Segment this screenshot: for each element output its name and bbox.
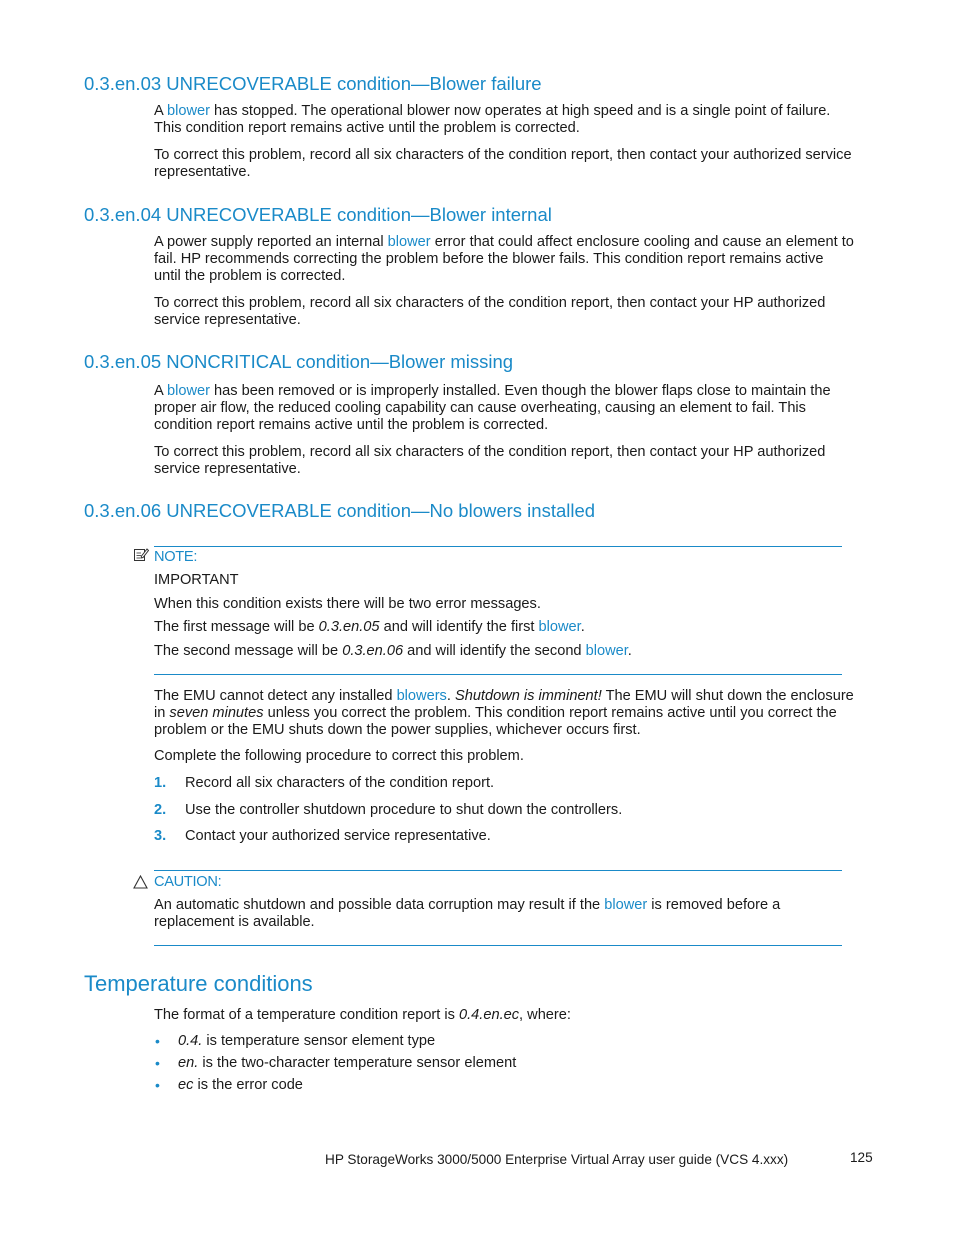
note-line-1: When this condition exists there will be two error messages. <box>154 596 541 612</box>
bullet-dot-icon: • <box>155 1055 160 1071</box>
section-heading-blower-missing: 0.3.en.05 NONCRITICAL condition—Blower missing <box>84 351 514 372</box>
procedure-intro: Complete the following procedure to correct this problem. <box>154 748 524 764</box>
section-heading-temperature-conditions: Temperature conditions <box>84 971 313 996</box>
blower-link[interactable]: blower <box>166 103 210 119</box>
step-number: 2. <box>154 802 167 818</box>
note-bottom-rule <box>154 674 842 675</box>
note-label: NOTE: <box>154 549 198 565</box>
step-number: 1. <box>154 775 167 791</box>
note-important: IMPORTANT <box>154 572 239 588</box>
section-heading-blower-failure: 0.3.en.03 UNRECOVERABLE condition—Blower failure <box>84 73 542 94</box>
note-line-3: The second message will be 0.3.en.06 and will identify the second blower. <box>154 643 632 659</box>
paragraph-blower-failure-description: A blower has stopped. The operational blower now operates at high speed and is a single point of failure. This condition report remains active until the problem is corrected. <box>154 103 831 136</box>
step-text: Contact your authorized service representative. <box>185 828 491 844</box>
note-line-2: The first message will be 0.3.en.05 and will identify the first blower. <box>154 619 585 635</box>
temperature-intro: The format of a temperature condition report is 0.4.en.ec, where: <box>154 1007 571 1023</box>
blower-link[interactable]: blower <box>585 643 628 659</box>
page-number: 125 <box>850 1150 873 1165</box>
caution-text: An automatic shutdown and possible data corruption may result if the blower is removed before a replacement is available. <box>154 897 781 930</box>
paragraph-blower-missing-description: A blower has been removed or is improperly installed. Even though the blower flaps close to maintain the proper air flow, the reduced cooling capability can cause overheating, causing an element to fail. This condition report remains active until the problem is corrected. <box>154 383 831 433</box>
bullet-dot-icon: • <box>155 1077 160 1093</box>
paragraph-blower-failure-action: To correct this problem, record all six characters of the condition report, then contact your authorized service representative. <box>154 147 852 180</box>
paragraph-blower-internal-action: To correct this problem, record all six characters of the condition report, then contact your HP authorized service representative. <box>154 295 826 328</box>
note-pencil-icon <box>133 546 149 562</box>
list-item: ec is the error code <box>178 1077 303 1093</box>
caution-bottom-rule <box>154 945 842 946</box>
bullet-dot-icon: • <box>155 1033 160 1049</box>
caution-label: CAUTION: <box>154 874 222 890</box>
blower-link[interactable]: blower <box>387 234 431 250</box>
note-top-rule <box>154 546 842 547</box>
list-item: 0.4. is temperature sensor element type <box>178 1033 436 1049</box>
list-item: en. is the two-character temperature sensor element <box>178 1055 517 1071</box>
blower-link[interactable]: blower <box>166 383 210 399</box>
step-number: 3. <box>154 828 167 844</box>
step-text: Use the controller shutdown procedure to shut down the controllers. <box>185 802 623 818</box>
blower-link[interactable]: blower <box>538 619 581 635</box>
section-heading-no-blowers: 0.3.en.06 UNRECOVERABLE condition—No blowers installed <box>84 500 596 521</box>
blowers-link[interactable]: blowers <box>396 688 447 704</box>
footer-title: HP StorageWorks 3000/5000 Enterprise Virtual Array user guide (VCS 4.xxx) <box>325 1152 789 1167</box>
caution-triangle-icon <box>133 875 148 889</box>
section-heading-blower-internal: 0.3.en.04 UNRECOVERABLE condition—Blower internal <box>84 204 552 225</box>
step-text: Record all six characters of the condition report. <box>185 775 495 791</box>
caution-top-rule <box>154 870 842 871</box>
paragraph-blower-missing-action: To correct this problem, record all six characters of the condition report, then contact your HP authorized service representative. <box>154 444 826 477</box>
blower-link[interactable]: blower <box>604 897 648 913</box>
paragraph-no-blowers-description: The EMU cannot detect any installed blowers. Shutdown is imminent! The EMU will shut down the enclosure in seven minutes unless you correct the problem. This condition report remains active until you correct the problem or the EMU shuts down the power supplies, whichever occurs first. <box>154 688 854 738</box>
paragraph-blower-internal-description: A power supply reported an internal blower error that could affect enclosure cooling and cause an element to fail. HP recommends correcting the problem before the blower fails. This condition report remains active until the problem is corrected. <box>154 234 854 284</box>
